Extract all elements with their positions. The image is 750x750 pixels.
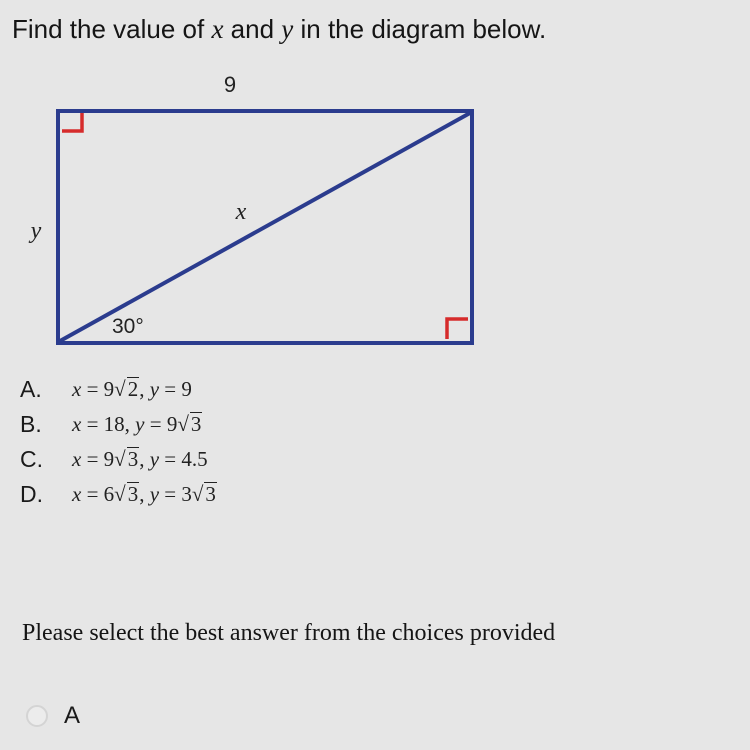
diagonal-x-label: x: [235, 199, 247, 225]
choice-expression: x = 18, y = 9√3: [72, 412, 202, 436]
radio-button[interactable]: [26, 705, 48, 727]
choice-expression: x = 9√3, y = 4.5: [72, 447, 208, 471]
rectangle-diagram: [0, 0, 750, 370]
angle-label: 30°: [112, 315, 144, 338]
y-var: y: [135, 412, 145, 436]
choice-a: [20, 372, 217, 407]
x-radicand: 2: [127, 377, 139, 401]
choice-letter: A.: [20, 376, 42, 402]
x-radicand: 3: [127, 482, 139, 506]
y-radicand: 3: [190, 412, 202, 436]
choice-letter: D.: [20, 481, 43, 507]
x-var: x: [72, 447, 82, 471]
diagonal-line: [60, 113, 470, 341]
y-value: = 4.5: [159, 447, 208, 471]
choice-b: [20, 407, 217, 442]
y-value: = 3: [159, 482, 192, 506]
question-prefix: Find the value of: [12, 14, 212, 44]
top-side-label: 9: [223, 72, 237, 97]
choice-d: [20, 477, 217, 512]
right-angle-marker-top-left: [62, 113, 82, 131]
question-var-x: x: [211, 14, 224, 44]
answer-option-a[interactable]: [26, 702, 80, 730]
question-middle: and: [223, 14, 282, 44]
choice-expression: x = 6√3, y = 3√3: [72, 482, 216, 506]
x-var: x: [72, 377, 82, 401]
x-var: x: [72, 482, 82, 506]
y-var: y: [149, 482, 160, 506]
right-angle-marker-bottom-right: [447, 319, 468, 339]
x-value: = 18: [81, 412, 125, 436]
choice-expression: x = 9√2, y = 9: [72, 377, 192, 401]
choices-list: [20, 372, 217, 512]
x-radicand: 3: [127, 447, 139, 471]
answer-option-label[interactable]: A: [64, 702, 81, 729]
choice-c: [20, 442, 217, 477]
x-value: = 9: [81, 377, 115, 401]
y-radicand: 3: [205, 482, 216, 506]
choice-letter: C.: [20, 446, 43, 472]
side-y-label: y: [30, 218, 42, 244]
instruction-text: Please select the best answer from the choices provided: [22, 620, 556, 646]
y-value: = 9: [144, 412, 178, 436]
y-var: y: [149, 377, 160, 401]
question-var-y: y: [281, 14, 294, 44]
x-value: = 9: [81, 447, 115, 471]
y-value: = 9: [159, 377, 192, 401]
x-value: = 6: [81, 482, 115, 506]
question-suffix: in the diagram below.: [293, 14, 547, 44]
y-var: y: [149, 447, 160, 471]
x-var: x: [72, 412, 82, 436]
choice-letter: B.: [20, 411, 42, 437]
